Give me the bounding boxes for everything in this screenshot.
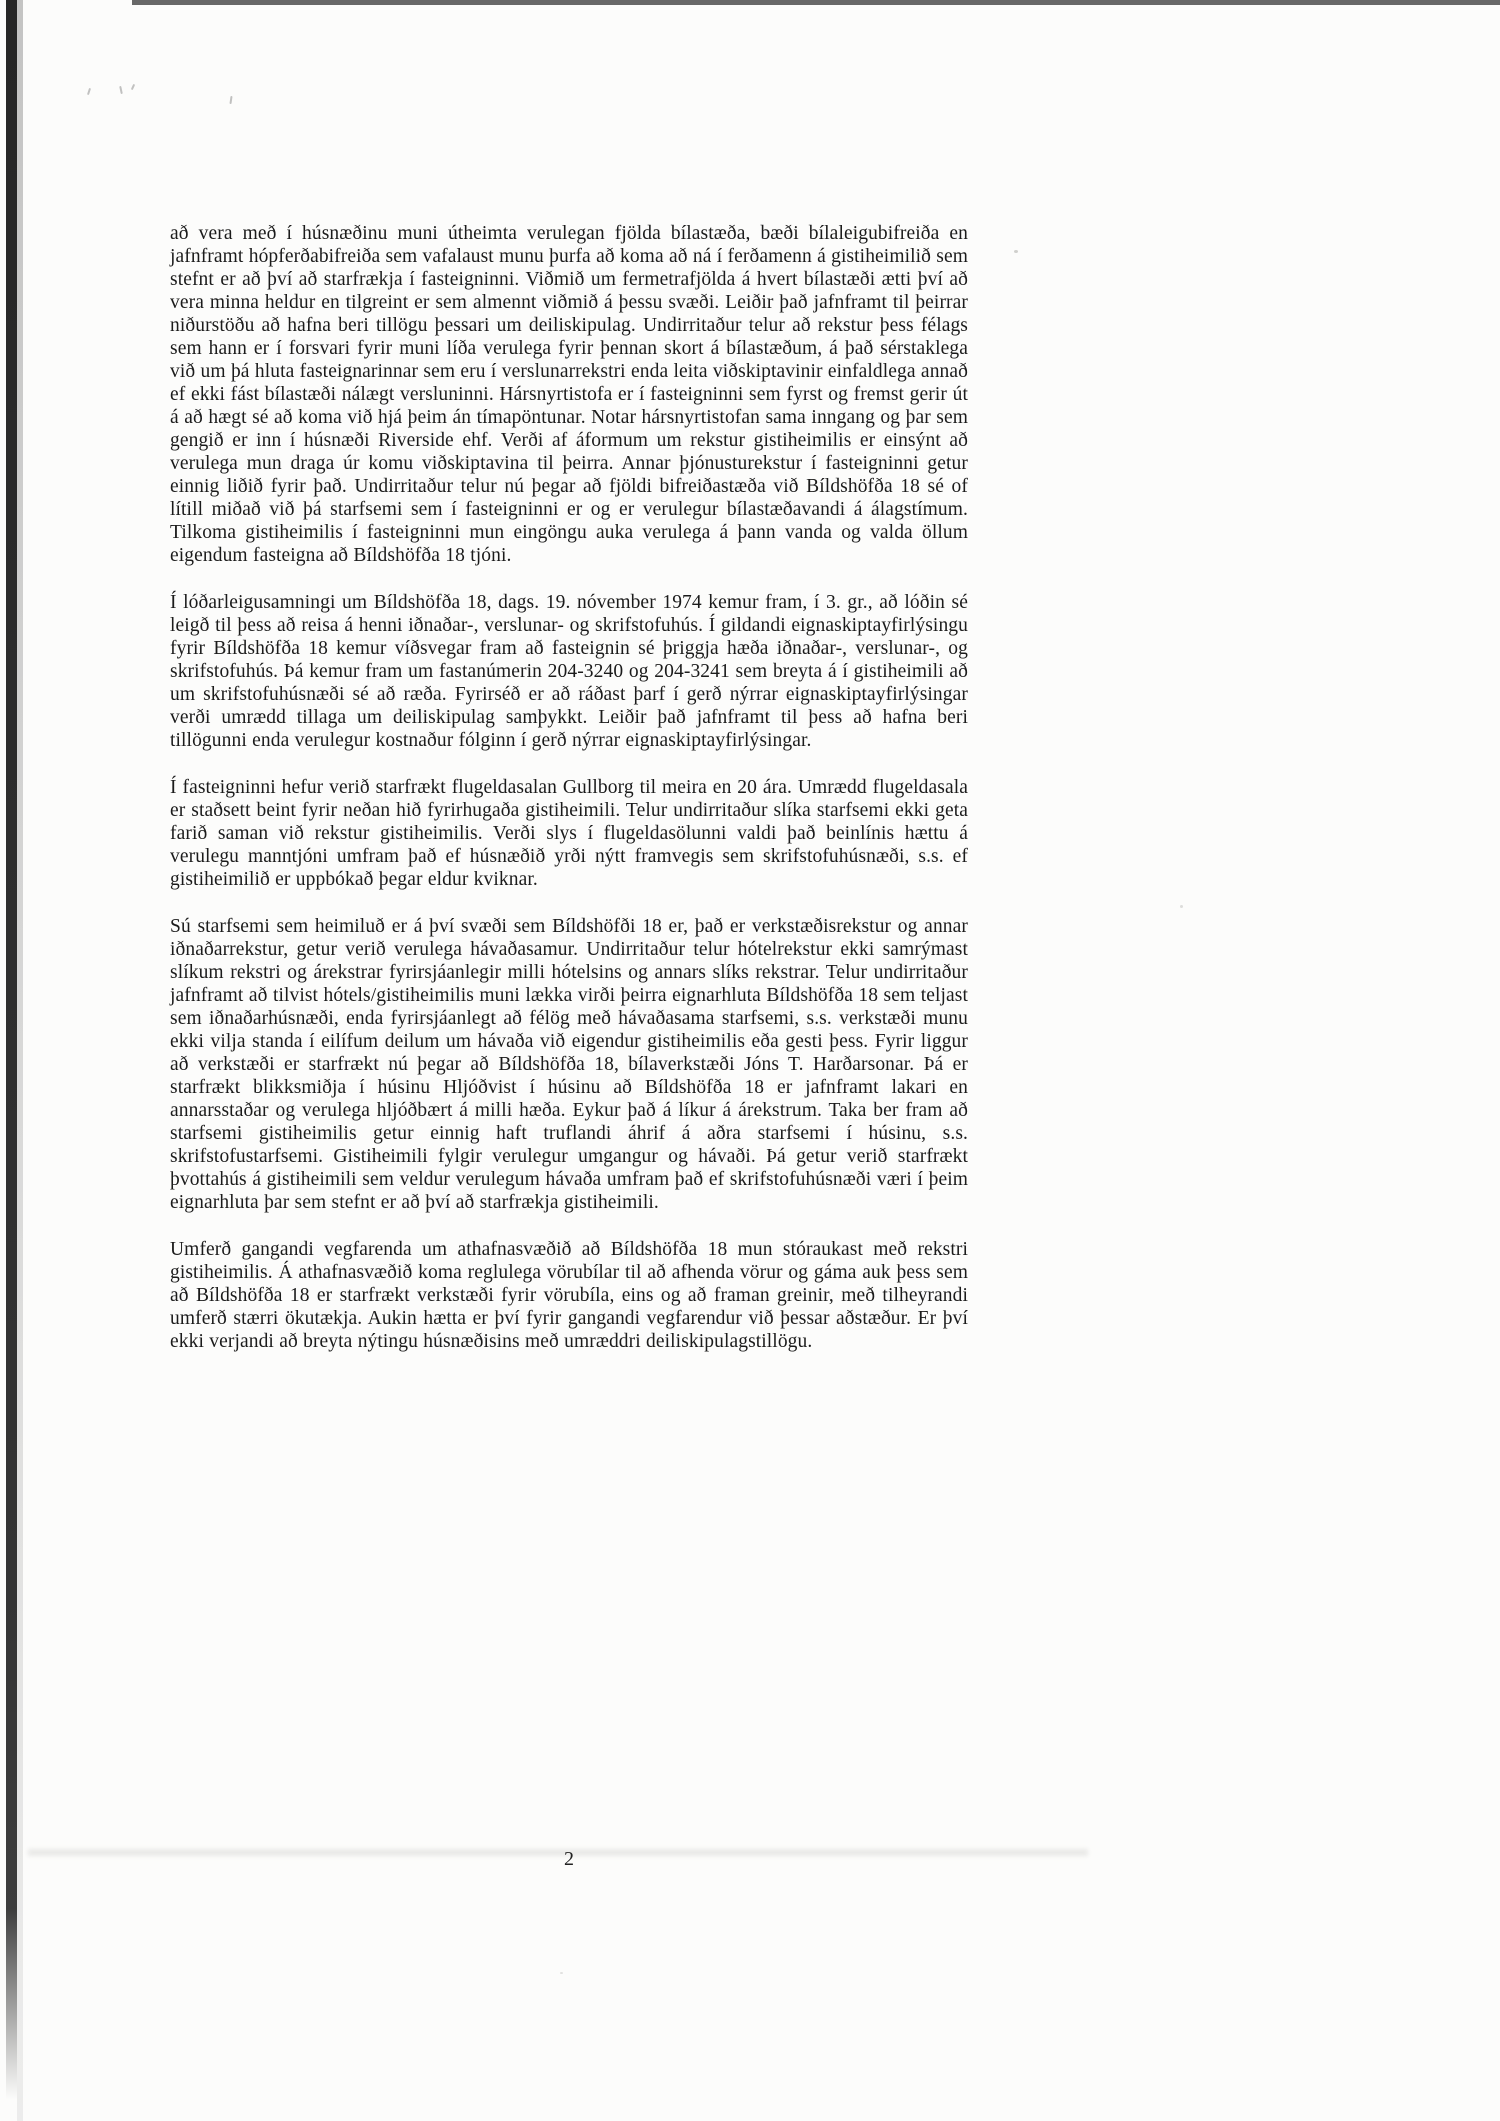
- pencil-mark-artifact: [87, 88, 91, 95]
- paragraph-fireworks-store: Í fasteigninni hefur verið starfrækt flugeldasalan Gullborg til meira en 20 ára. Umrædd flugeldasala er staðsett beint fyrir neðan hið fyrirhugaða gistiheimili. Telur undirritaður slíka starfsemi ekki geta farið saman við rekstur gistiheimilis. Verði slys í flugeldasölunni valdi það beinlínis hættu á verulegu manntjóni umfram það ef húsnæðið yrði nýtt framvegis sem skrifstofuhúsnæði, s.s. ef gistiheimilið er uppbókað þegar eldur kviknar.: [170, 777, 968, 890]
- pencil-mark-artifact: [131, 84, 135, 90]
- scan-edge-top-artifact: [132, 0, 1500, 5]
- scan-edge-left-shadow-artifact: [17, 0, 23, 2121]
- paragraph-industrial-noise: Sú starfsemi sem heimiluð er á því svæði sem Bíldshöfði 18 er, það er verkstæðisrekstur og annar iðnaðarrekstur, getur verið verulega hávaðasamur. Undirritaður telur hótelrekstur ekki samrýmast slíkum rekstri og árekstrar fyrirsjáanlegir milli hótelsins og annars slíks rekstrar. Telur undirritaður jafnframt að tilvist hótels/gistiheimilis muni lækka virði þeirra eignarhluta Bíldshöfða 18 sem teljast sem iðnaðarhúsnæði, enda fyrirsjáanlegt að félög með hávaðasama starfsemi, s.s. verkstæði munu ekki vilja standa í eilífum deilum um hávaða við eigendur gistiheimilis eða gesti þess. Fyrir liggur að verkstæði er starfrækt nú þegar að Bíldshöfða 18, bílaverkstæði Jóns T. Harðarsonar. Þá er starfrækt blikksmiðja í húsinu Hljóðvist í húsinu að Bíldshöfða 18 er jafnframt lakari en annarsstaðar og verulega hljóðbært á milli hæða. Eykur það á líkur á árekstrum. Taka ber fram að starfsemi gistiheimilis getur einnig haft truflandi áhrif á aðra starfsemi í húsinu, s.s. skrifstofustarfsemi. Gistiheimili fylgir verulegur umgangur og hávaði. Þá getur verið starfrækt þvottahús á gistiheimili sem veldur verulegum hávaða umfram það ef skrifstofuhúsnæði væri í þeim eignarhluta þar sem stefnt er að því að starfrækja gistiheimili.: [170, 916, 968, 1213]
- scan-speck-artifact: [560, 1972, 563, 1974]
- pencil-mark-artifact: [119, 86, 123, 94]
- paragraph-lease-agreement: Í lóðarleigusamningi um Bíldshöfða 18, dags. 19. nóvember 1974 kemur fram, í 3. gr., að lóðin sé leigð til þess að reisa á henni iðnaðar-, verslunar- og skrifstofuhús. Í gildandi eignaskiptayfirlýsingu fyrir Bíldshöfða 18 kemur víðsvegar fram að fasteignin sé þriggja hæða iðnaðar-, verslunar-, og skrifstofuhús. Þá kemur fram um fastanúmerin 204-3240 og 204-3241 sem breyta á í gistiheimili að um skrifstofuhúsnæði sé að ræða. Fyrirséð er að ráðast þarf í gerð nýrrar eignaskiptayfirlýsingar verði umrædd tillaga um deiliskipulag samþykkt. Leiðir það jafnframt til þess að hafna beri tillögunni enda verulegur kostnaður fólginn í gerð nýrrar eignaskiptayfirlýsingar.: [170, 592, 968, 751]
- scan-speck-artifact: [1180, 905, 1183, 908]
- document-body: [170, 222, 968, 1353]
- pencil-mark-artifact: [229, 96, 232, 104]
- page-number: 2: [564, 1848, 574, 1870]
- scan-edge-left-artifact: [6, 0, 17, 2121]
- paragraph-pedestrian-traffic: Umferð gangandi vegfarenda um athafnasvæðið að Bíldshöfða 18 mun stóraukast með rekstri gistiheimilis. Á athafnasvæðið koma reglulega vörubílar til að afhenda vörur og gáma auk þess sem að Bíldshöfða 18 er starfrækt verkstæði fyrir vörubíla, eins og að framan greinir, með tilheyrandi umferð stærri ökutækja. Aukin hætta er því fyrir gangandi vegfarendur við þessar aðstæður. Er því ekki verjandi að breyta nýtingu húsnæðisins með umræddri deiliskipulagstillögu.: [170, 1239, 968, 1352]
- scan-speck-artifact: [1014, 250, 1018, 253]
- paragraph-parking-concerns: að vera með í húsnæðinu muni útheimta verulegan fjölda bílastæða, bæði bílaleigubifreiða en jafnframt hópferðabifreiða sem vafalaust munu þurfa að koma að ná í ferðamenn á gistiheimilið sem stefnt er að því að starfrækja í fasteigninni. Viðmið um fermetrafjölda á hvert bílastæði ætti því að vera minna heldur en tilgreint er sem almennt viðmið á þessu svæði. Leiðir það jafnframt til þeirrar niðurstöðu að hafna beri tillögu þessari um deiliskipulag. Undirritaður telur að rekstur þess félags sem hann er í forsvari fyrir muni líða verulega fyrir þennan skort á bílastæðum, á það sérstaklega við um þá hluta fasteignarinnar sem eru í verslunarrekstri enda leita viðskiptavinir einfaldlega annað ef ekki fást bílastæði nálægt versluninni. Hársnyrtistofa er í fasteigninni sem fyrst og fremst gerir út á að hægt sé að koma við hjá þeim án tímapöntunar. Notar hársnyrtistofan sama inngang og þar sem gengið er inn í húsnæði Riverside ehf. Verði af áformum um rekstur gistiheimilis er einsýnt að verulega mun draga úr komu viðskiptavina til þeirra. Annar þjónusturekstur í fasteigninni getur einnig liðið fyrir það. Undirritaður telur nú þegar að fjöldi bifreiðastæða við Bíldshöfða 18 sé of lítill miðað við þá starfsemi sem í fasteigninni er og er verulegur bílastæðavandi á álagstímum. Tilkoma gistiheimilis í fasteigninni mun eingöngu auka verulega á þann vanda og valda öllum eigendum fasteigna að Bíldshöfða 18 tjóni.: [170, 223, 968, 566]
